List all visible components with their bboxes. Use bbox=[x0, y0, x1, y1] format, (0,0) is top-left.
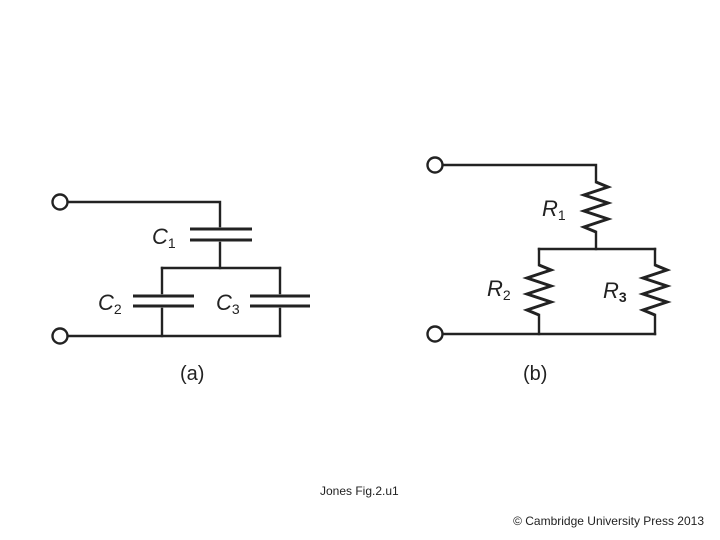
panel-label-b: (b) bbox=[523, 363, 548, 385]
figure-caption: Jones Fig.2.u1 bbox=[320, 484, 399, 498]
panel-label-a: (a) bbox=[180, 363, 205, 385]
label-c1: C1 bbox=[152, 224, 176, 251]
label-r3: R3 bbox=[603, 278, 627, 305]
label-r2: R2 bbox=[487, 276, 511, 303]
label-c2: C2 bbox=[98, 290, 122, 317]
resistor-r2 bbox=[527, 265, 551, 315]
terminal-a-top bbox=[53, 195, 68, 210]
resistor-circuit bbox=[428, 158, 668, 386]
label-r1: R1 bbox=[542, 196, 566, 223]
label-c3: C3 bbox=[216, 290, 240, 317]
wire-top-b bbox=[443, 165, 596, 182]
terminal-b-top bbox=[428, 158, 443, 173]
terminal-b-bottom bbox=[428, 327, 443, 342]
resistor-r3 bbox=[643, 265, 667, 315]
terminal-a-bottom bbox=[53, 329, 68, 344]
capacitor-circuit bbox=[53, 195, 311, 386]
copyright-notice: © Cambridge University Press 2013 bbox=[513, 514, 704, 528]
wire-top-a bbox=[68, 202, 220, 226]
resistor-r1 bbox=[584, 182, 608, 232]
